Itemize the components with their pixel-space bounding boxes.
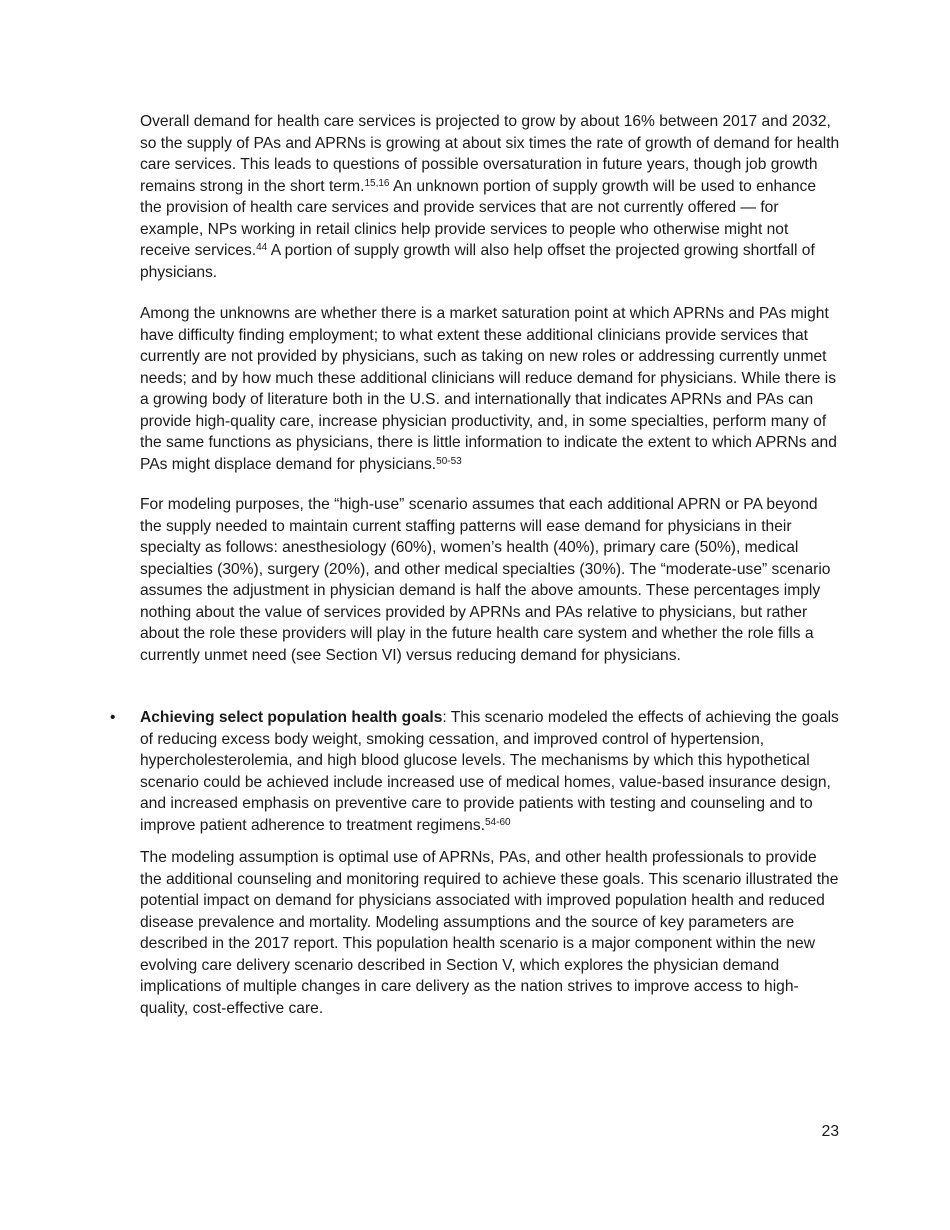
paragraph-unknowns	[140, 303, 840, 475]
bullet-point: •	[110, 709, 116, 726]
paragraph-text: Among the unknowns are whether there is a market saturation point at which APRNs and PAs might have difficulty finding employment; to what extent these additional clinicians provide services that currently are not provided by physicians, such as taking on new roles or addressing currently unmet needs; and by how much these additional clinicians will reduce demand for physicians. While there is a growing body of literature both in the U.S. and internationally that indicates APRNs and PAs can provide high-quality care, increase physician productivity, and, in some specialties, perform many of the same functions as physicians, there is little information to indicate the extent to which APRNs and PAs might displace demand for physicians.	[140, 305, 837, 473]
citation-superscript: 15,16	[364, 177, 390, 189]
paragraph-text: A portion of supply growth will also help offset the projected growing shortfall of physicians.	[140, 242, 815, 281]
citation-superscript: 54-60	[484, 816, 511, 828]
paragraph-text: An unknown portion of supply growth will be used to enhance the provision of health care services and provide services that are not currently offered — for example, NPs working in retail clinics help provide services to people who otherwise might not receive services.	[140, 177, 817, 259]
citation-superscript: 44	[256, 242, 268, 253]
paragraph-text: : This scenario modeled the effects of achieving the goals of reducing excess body weight, smoking cessation, and improved control of hypertension, hypercholesterolemia, and high blood glucose levels. The mechanisms by which this hypothetical scenario could be achieved include increased use of medical homes, value-based insurance design, and increased emphasis on preventive care to provide patients with testing and counseling and to improve patient adherence to treatment regimens.	[140, 709, 839, 834]
paragraph-supply-growth	[140, 111, 840, 283]
paragraph-text: The modeling assumption is optimal use of APRNs, PAs, and other health professionals to provide the additional counseling and monitoring required to achieve these goals. This scenario illustrated the potential impact on demand for physicians associated with improved population health and reduced disease prevalence and mortality. Modeling assumptions and the source of key parameters are described in the 2017 report. This population health scenario is a major component within the new evolving care delivery scenario described in Section V, which explores the physician demand implications of multiple changes in care delivery as the nation strives to improve access to high-quality, cost-effective care.	[140, 849, 839, 1017]
paragraph-modeling-purposes	[140, 494, 840, 666]
paragraph-text: For modeling purposes, the “high-use” scenario assumes that each additional APRN or PA beyond the supply needed to maintain current staffing patterns will ease demand for physicians in their specialty as follows: anesthesiology (60%), women’s health (40%), primary care (50%), medical specialties (30%), surgery (20%), and other medical specialties (30%). The “moderate-use” scenario assumes the adjustment in physician demand is half the above amounts. These percentages imply nothing about the value of services provided by APRNs and PAs relative to physicians, but rather about the role these providers will play in the future health care system and whether the role fills a currently unmet need (see Section VI) versus reducing demand for physicians.	[140, 496, 831, 664]
paragraph-modeling-assumption	[140, 847, 840, 1019]
paragraph-text: Overall demand for health care services is projected to grow by about 16% between 2017 and 2032, so the supply of PAs and APRNs is growing at about six times the rate of growth of demand for health care services. This leads to questions of possible oversaturation in future years, though job growth remains strong in the short term.	[140, 113, 840, 195]
bullet-item-title: Achieving select population health goals	[140, 709, 443, 726]
bullet-item-population-health	[140, 707, 840, 836]
citation-superscript: 50-53	[436, 455, 462, 467]
page-number: 23	[821, 1123, 839, 1140]
